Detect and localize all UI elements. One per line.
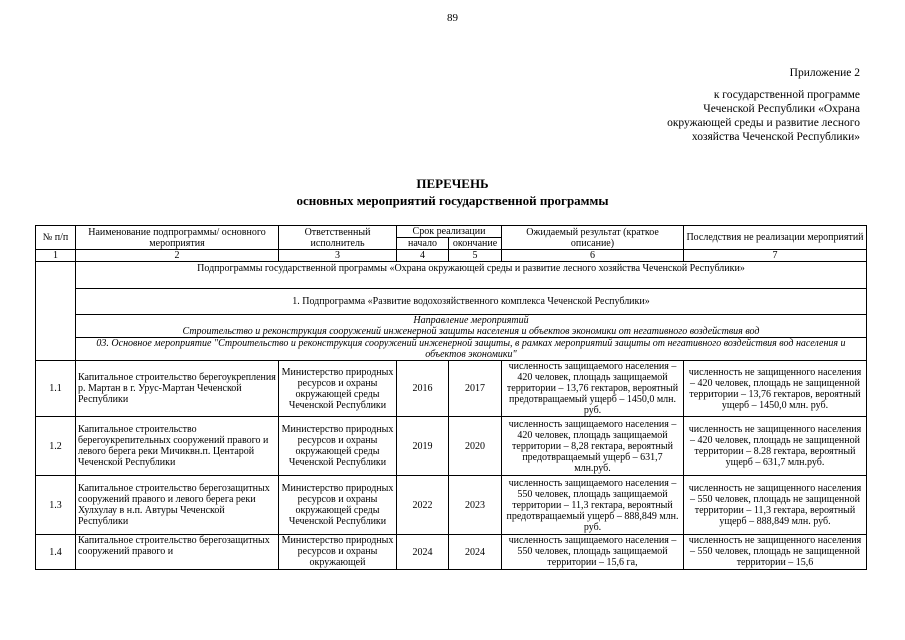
table-header-row (36, 226, 867, 238)
row-name: Капитальное строительство берегоукрепления р. Мартан в г. Урус-Мартан Чеченской Республики (76, 361, 279, 417)
row-num: 1.3 (36, 476, 76, 535)
column-number: 7 (684, 250, 867, 262)
direction-text: Строительство и реконструкция сооружений инженерной защиты населения и объектов экономики от негативного воздействия вод (182, 326, 760, 337)
column-number: 1 (36, 250, 76, 262)
appendix-line: хозяйства Чеченской Республики» (691, 131, 860, 143)
subprograms-title: Подпрограммы государственной программы «Охрана окружающей среды и развитие лесного хозяйства Чеченской Республики» (76, 262, 867, 289)
appendix-title: Приложение 2 (789, 67, 860, 79)
row-end: 2017 (449, 361, 502, 417)
main-activity-row (36, 338, 867, 361)
row-result: численность защищаемого населения – 550 человек, площадь защищаемой территории – 11,3 гектара, вероятный предотвращаемый ущерб – 888,849 млн. руб. (502, 476, 684, 535)
row-result: численность защищаемого населения – 420 человек, площадь защищаемой территории – 8,28 гектара, вероятный предотвращаемый ущерб – 631,7 млн.руб. (502, 417, 684, 476)
row-name: Капитальное строительство берегоукрепительных сооружений правого и левого берега реки Мичиквн.п. Центарой Чеченской Республики (76, 417, 279, 476)
row-result: численность защищаемого населения – 420 человек, площадь защищаемой территории – 13,76 гектаров, вероятный предотвращаемый ущерб – 1450,0 млн. руб. (502, 361, 684, 417)
row-executor: Министерство природных ресурсов и охраны окружающей среды Чеченской Республики (279, 476, 397, 535)
header-consequences: Последствия не реализации мероприятий (684, 226, 867, 250)
row-consequences: численность не защищенного населения – 420 человек, площадь не защищенной территории – 8.28 гектара, вероятный ущерб – 631,7 млн.руб. (684, 417, 867, 476)
column-number: 6 (502, 250, 684, 262)
header-executor: Ответственный исполнитель (279, 226, 397, 250)
row-start: 2019 (397, 417, 449, 476)
table-row (36, 476, 867, 535)
row-executor: Министерство природных ресурсов и охраны окружающей среды Чеченской Республики (279, 417, 397, 476)
header-end: окончание (449, 238, 502, 250)
row-result: численность защищаемого населения – 550 человек, площадь защищаемой территории – 15,6 га, (502, 535, 684, 570)
row-consequences: численность не защищенного населения – 420 человек, площадь не защищенной территории – 13,76 гектаров, вероятный ущерб – 1450,0 млн. руб. (684, 361, 867, 417)
activities-table (35, 225, 867, 570)
appendix-block (667, 66, 860, 144)
row-name: Капитальное строительство берегозащитных сооружений правого и (76, 535, 279, 570)
direction-label: Направление мероприятий (413, 315, 529, 326)
header-period: Срок реализации (397, 226, 502, 238)
row-start: 2022 (397, 476, 449, 535)
header-result: Ожидаемый результат (краткое описание) (502, 226, 684, 250)
column-number: 3 (279, 250, 397, 262)
document-title (0, 175, 905, 209)
header-name: Наименование подпрограммы/ основного мероприятия (76, 226, 279, 250)
column-number: 2 (76, 250, 279, 262)
row-end: 2024 (449, 535, 502, 570)
row-end: 2023 (449, 476, 502, 535)
row-executor: Министерство природных ресурсов и охраны окружающей среды Чеченской Республики (279, 361, 397, 417)
subprogram-row (36, 289, 867, 315)
appendix-line: окружающей среды и развитие лесного (667, 117, 860, 129)
subprograms-row (36, 262, 867, 289)
column-number: 5 (449, 250, 502, 262)
row-start: 2024 (397, 535, 449, 570)
row-num: 1.4 (36, 535, 76, 570)
table-row (36, 361, 867, 417)
column-number: 4 (397, 250, 449, 262)
row-end: 2020 (449, 417, 502, 476)
row-start: 2016 (397, 361, 449, 417)
empty-cell (36, 262, 76, 361)
direction-cell (76, 315, 867, 338)
row-executor: Министерство природных ресурсов и охраны окружающей (279, 535, 397, 570)
header-start: начало (397, 238, 449, 250)
title-line-1: ПЕРЕЧЕНЬ (416, 176, 489, 191)
header-num: № п/п (36, 226, 76, 250)
appendix-line: Чеченской Республики «Охрана (703, 103, 860, 115)
title-line-2: основных мероприятий государственной программы (296, 193, 609, 208)
column-number-row (36, 250, 867, 262)
subprogram-1-title: 1. Подпрограмма «Развитие водохозяйственного комплекса Чеченской Республики» (76, 289, 867, 315)
appendix-line: к государственной программе (713, 89, 860, 101)
direction-row (36, 315, 867, 338)
row-num: 1.1 (36, 361, 76, 417)
row-num: 1.2 (36, 417, 76, 476)
row-consequences: численность не защищенного населения – 550 человек, площадь не защищенной территории – 15,6 (684, 535, 867, 570)
main-activity: 03. Основное мероприятие "Строительство и реконструкция сооружений инженерной защиты, в рамках мероприятий защиты от негативного воздействия вод населения и объектов экономики" (76, 338, 867, 361)
row-name: Капитальное строительство берегозащитных сооружений правого и левого берега реки Хулхулау в н.п. Автуры Чеченской Республики (76, 476, 279, 535)
table-row (36, 417, 867, 476)
table-row (36, 535, 867, 570)
page-number: 89 (447, 12, 458, 24)
row-consequences: численность не защищенного населения – 550 человек, площадь не защищенной территории – 11,3 гектара, вероятный ущерб – 888,849 млн. руб. (684, 476, 867, 535)
